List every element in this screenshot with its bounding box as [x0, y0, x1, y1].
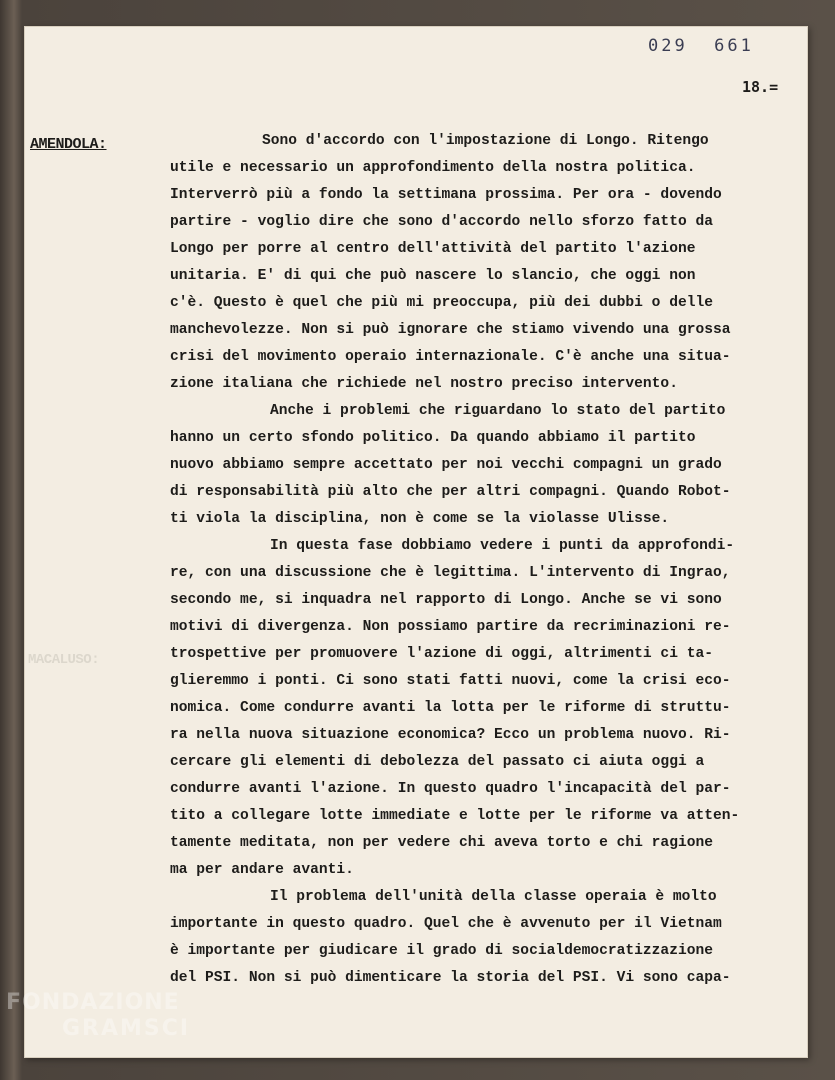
text-line: cercare gli elementi di debolezza del passato ci aiuta oggi a [170, 754, 705, 770]
text-line: manchevolezze. Non si può ignorare che stiamo vivendo una grossa [170, 322, 731, 338]
fondazione-gramsci-watermark [6, 990, 190, 1042]
text-line: glieremmo i ponti. Ci sono stati fatti nuovi, come la crisi eco- [170, 673, 731, 689]
text-line: ti viola la disciplina, non è come se la violasse Ulisse. [170, 511, 670, 527]
text-line: utile e necessario un approfondimento della nostra politica. [170, 160, 696, 176]
text-line: nuovo abbiamo sempre accettato per noi vecchi compagni un grado [170, 457, 722, 473]
text-line: tamente meditata, non per vedere chi aveva torto e chi ragione [170, 835, 713, 851]
text-line: hanno un certo sfondo politico. Da quando abbiamo il partito [170, 430, 696, 446]
text-line: è importante per giudicare il grado di socialdemocratizzazione [170, 943, 713, 959]
watermark-line-1: FONDAZIONE [6, 990, 180, 1015]
text-line: unitaria. E' di qui che può nascere lo slancio, che oggi non [170, 268, 696, 284]
text-line: Il problema dell'unità della classe operaia è molto [270, 889, 717, 905]
text-line: motivi di divergenza. Non possiamo partire da recriminazioni re- [170, 619, 731, 635]
speaker-name: AMENDOLA: [30, 136, 107, 153]
paragraph-3 [170, 533, 800, 884]
text-line: Interverrò più a fondo la settimana prossima. Per ora - dovendo [170, 187, 722, 203]
text-line: secondo me, si inquadra nel rapporto di Longo. Anche se vi sono [170, 592, 722, 608]
archive-page-code: 029 661 [648, 36, 754, 56]
text-line: crisi del movimento operaio internazionale. C'è anche una situa- [170, 349, 731, 365]
text-line: nomica. Come condurre avanti la lotta per le riforme di struttu- [170, 700, 731, 716]
page-number: 18.= [742, 78, 779, 96]
faded-speaker-name: MACALUSO: [28, 652, 100, 668]
text-line: Longo per porre al centro dell'attività del partito l'azione [170, 241, 696, 257]
text-line: importante in questo quadro. Quel che è avvenuto per il Vietnam [170, 916, 722, 932]
text-line: zione italiana che richiede nel nostro preciso intervento. [170, 376, 678, 392]
text-line: ma per andare avanti. [170, 862, 354, 878]
paragraph-4 [170, 884, 800, 992]
text-line: condurre avanti l'azione. In questo quadro l'incapacità del par- [170, 781, 731, 797]
text-line: re, con una discussione che è legittima. L'intervento di Ingrao, [170, 565, 731, 581]
text-line: partire - voglio dire che sono d'accordo nello sforzo fatto da [170, 214, 713, 230]
text-line: c'è. Questo è quel che più mi preoccupa, più dei dubbi o delle [170, 295, 713, 311]
text-line: In questa fase dobbiamo vedere i punti da approfondi- [270, 538, 735, 554]
paragraph-2 [170, 398, 800, 533]
text-line: ra nella nuova situazione economica? Ecco un problema nuovo. Ri- [170, 727, 731, 743]
speech-body [170, 128, 800, 992]
text-line: Sono d'accordo con l'impostazione di Longo. Ritengo [262, 133, 709, 149]
paragraph-1 [170, 128, 800, 398]
text-line: del PSI. Non si può dimenticare la storia del PSI. Vi sono capa- [170, 970, 731, 986]
text-line: di responsabilità più alto che per altri compagni. Quando Robot- [170, 484, 731, 500]
text-line: Anche i problemi che riguardano lo stato del partito [270, 403, 726, 419]
text-line: trospettive per promuovere l'azione di oggi, altrimenti ci ta- [170, 646, 713, 662]
text-line: tito a collegare lotte immediate e lotte per le riforme va atten- [170, 808, 740, 824]
watermark-line-2: GRAMSCI [62, 1016, 191, 1041]
